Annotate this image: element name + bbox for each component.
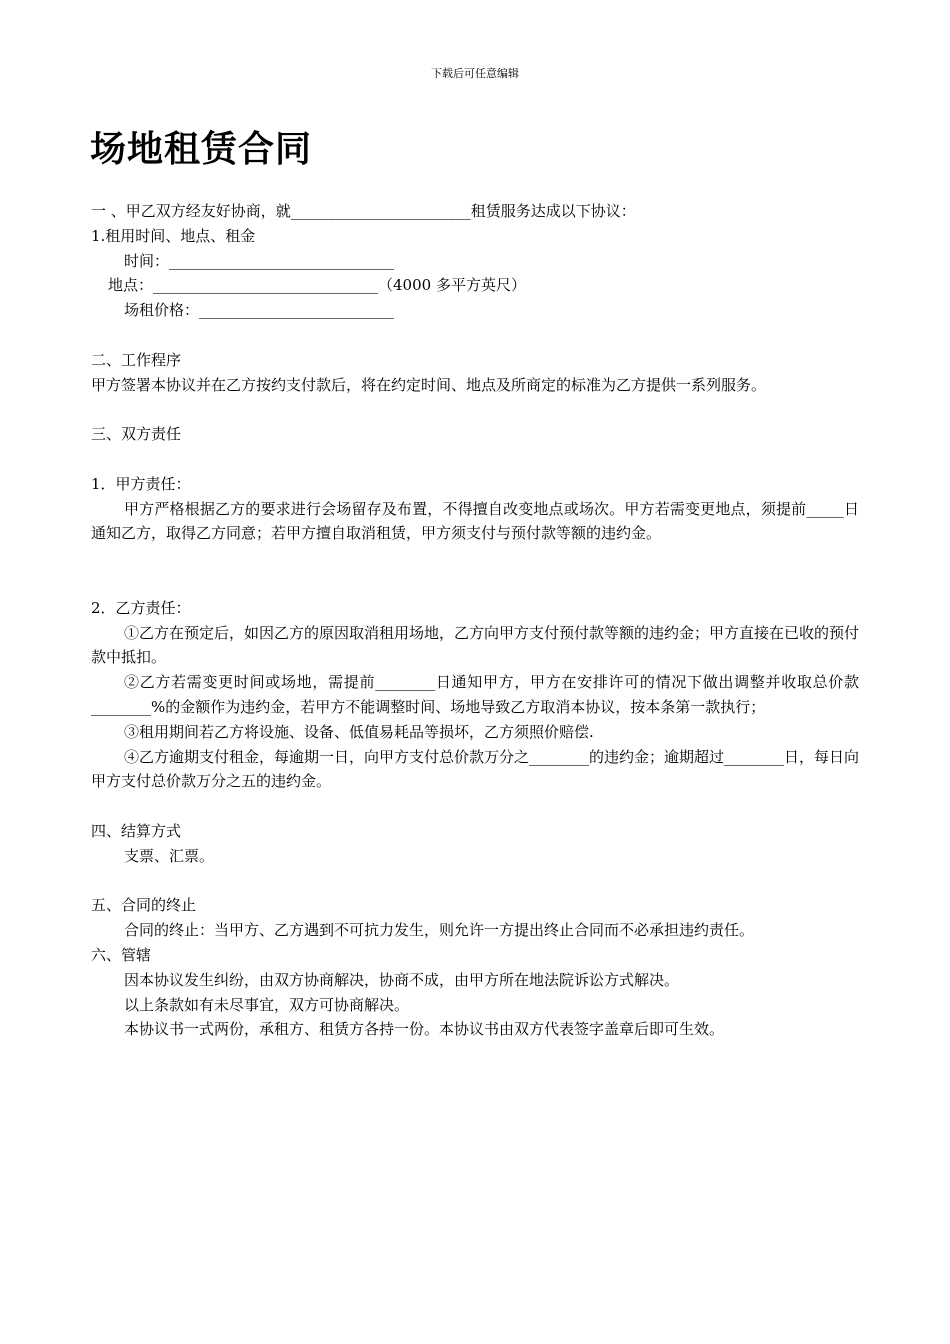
section-2-heading: 二、工作程序 [91, 350, 182, 369]
contract-body [91, 199, 859, 1042]
document-title: 场地租赁合同 [90, 129, 313, 170]
section-6-text-3: 本协议书一式两份，承租方、租赁方各持一份。本协议书由双方代表签字盖章后即可生效。 [124, 1020, 725, 1039]
party-a-duty-heading: 1．甲方责任： [91, 474, 191, 493]
page-header-note: 下载后可任意编辑 [431, 67, 519, 80]
rental-place-field: 地点：______________________________（4000 多平方英尺） [108, 276, 526, 295]
party-b-item-1: ①乙方在预定后，如因乙方的原因取消租用场地，乙方向甲方支付预付款等额的违约金；甲方直接在已收的预付款中抵扣。 [91, 623, 860, 667]
party-b-duty-heading: 2．乙方责任： [91, 598, 191, 617]
agreement-line: 一 、甲乙双方经友好协商，就________________________租赁服务达成以下协议： [91, 202, 636, 220]
section-5-heading: 五、合同的终止 [91, 896, 197, 915]
section-6-heading: 六、管辖 [91, 945, 152, 964]
section-5-text: 合同的终止：当甲方、乙方遇到不可抗力发生，则允许一方提出终止合同而不必承担违约责任。 [124, 921, 755, 940]
party-b-item-3: ③租用期间若乙方将设施、设备、低值易耗品等损坏，乙方须照价赔偿. [124, 722, 594, 741]
section-6-text-1: 因本协议发生纠纷，由双方协商解决，协商不成，由甲方所在地法院诉讼方式解决。 [124, 970, 680, 989]
party-a-duty-text: 甲方严格根据乙方的要求进行会场留存及布置，不得擅自改变地点或场次。甲方若需变更地点，须提前_____日通知乙方，取得乙方同意；若甲方擅自取消租赁，甲方须支付与预付款等额的违约金。 [91, 499, 859, 543]
party-b-item-4: ④乙方逾期支付租金，每逾期一日，向甲方支付总价款万分之________的违约金；逾期超过________日，每日向甲方支付总价款万分之五的违约金。 [91, 747, 860, 791]
section-4-heading: 四、结算方式 [91, 821, 182, 840]
party-b-item-2: ②乙方若需变更时间或场地，需提前________日通知甲方，甲方在安排许可的情况下做出调整并收取总价款________%的金额作为违约金，若甲方不能调整时间、场地导致乙方取消本协议，按本条第一款执行； [91, 673, 859, 716]
section-2-text: 甲方签署本协议并在乙方按约支付款后，将在约定时间、地点及所商定的标准为乙方提供一系列服务。 [91, 375, 767, 394]
section-6-text-2: 以上条款如有未尽事宜，双方可协商解决。 [124, 995, 410, 1014]
section-4-text: 支票、汇票。 [124, 846, 215, 865]
rental-price-field: 场租价格：__________________________ [124, 301, 395, 320]
section-3-heading: 三、双方责任 [91, 425, 182, 444]
section-1-heading: 1.租用时间、地点、租金 [91, 226, 256, 245]
rental-time-field: 时间：______________________________ [124, 251, 395, 270]
